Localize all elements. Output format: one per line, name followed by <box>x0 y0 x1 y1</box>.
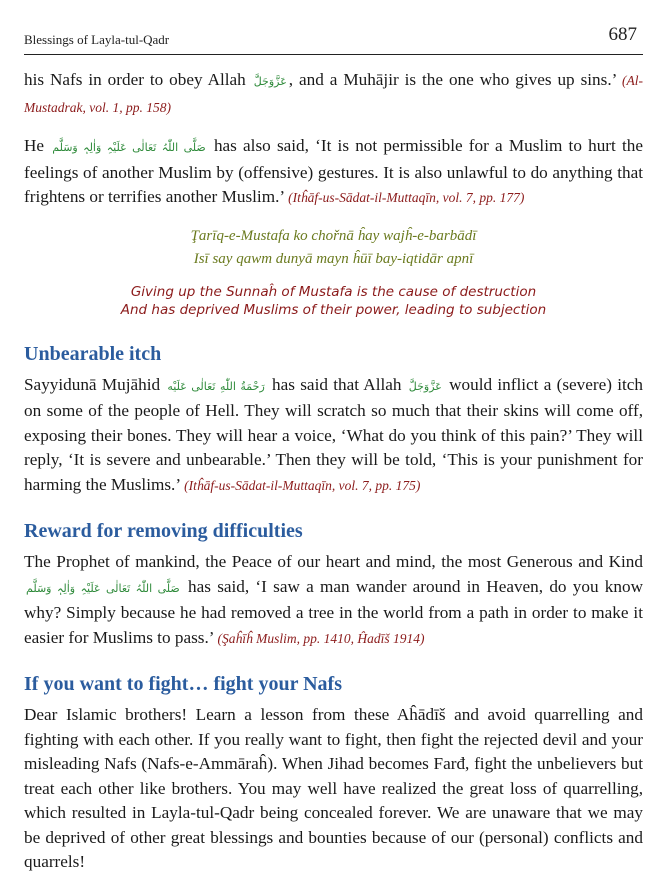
arabic-honorific: صَلَّی اللّٰہُ تَعَالٰی عَلَیْہِ وَاٰلِہٖ وَسَلَّم <box>52 141 206 154</box>
section-paragraph <box>24 550 643 651</box>
arabic-honorific: رَحْمَةُ اللّٰهِ تَعَالٰی عَلَيْه <box>167 379 265 393</box>
translation-line-1: Giving up the Sunnaĥ of Mustafa is the cause of destruction <box>130 283 537 300</box>
arabic-honorific: عَزَّوَجَلَّ <box>253 75 287 88</box>
section-unbearable-itch <box>24 341 643 499</box>
paragraph-text: The Prophet of mankind, the Peace of our heart and mind, the most Generous and Kind <box>24 552 643 571</box>
paragraph-text: , and a Muhājir is the one who gives up sins.’ <box>288 70 622 89</box>
reference-citation: (Şaĥīĥ Muslim, pp. 1410, Ĥadīš 1914) <box>217 630 425 646</box>
running-title: Blessings of Layla-tul-Qadr <box>24 32 170 47</box>
paragraph-text: He <box>24 136 51 155</box>
paragraph-1 <box>24 68 643 120</box>
paragraph-text: his Nafs in order to obey Allah <box>24 70 252 89</box>
paragraph-text: would inflict a (severe) itch on some of the people of Hell. They will scratch so much that their skins will come off, exposing their bones. They will hear a voice, ‘What do you think of this pain?’ They will reply, ‘It is severe and unbearable.’ Then they will be told, ‘This is your punishment for harming the Muslims.’ <box>24 374 644 494</box>
reference-citation: (Itĥāf-us-Sādat-il-Muttaqīn, vol. 7, pp. 177) <box>288 190 525 205</box>
section-paragraph <box>24 373 643 499</box>
paragraph-text: has said, ‘I saw a man wander around in Heaven, do you know why? Simply because he had removed a tree in the world from a path in order to make it easier for Muslims to pass.’ <box>24 576 643 647</box>
section-heading: If you want to fight… fight your Nafs <box>24 673 342 695</box>
section-heading: Unbearable itch <box>24 342 162 365</box>
section-fight-your-nafs <box>24 671 643 875</box>
arabic-honorific: صَلَّی اللّٰہُ تَعَالٰی عَلَیْہِ وَاٰلِہٖ وَسَلَّم <box>26 581 180 595</box>
verse-block <box>24 225 643 271</box>
paragraph-text: has also said, ‘It is not permissible for a Muslim to hurt the feelings of another Muslim by (offensive) gestures. It is also unlawful to do anything that frightens or terrifies another Muslim.’ <box>24 136 643 206</box>
paragraph-text: Sayyidunā Mujāhid <box>24 374 166 394</box>
reference-citation: (Al-Mustadrak, vol. 1, pp. 158) <box>24 73 643 115</box>
section-reward-removing-difficulties <box>24 518 643 651</box>
section-heading: Reward for removing difficulties <box>24 520 303 542</box>
page-number: 687 <box>608 24 637 45</box>
verse-line-1: Ţarīq-e-Mustafa ko chořnā ĥay wajĥ-e-barbādī <box>190 227 477 244</box>
reference-citation: (Itĥāf-us-Sādat-il-Muttaqīn, vol. 7, pp. 175) <box>184 477 421 493</box>
section-paragraph: Dear Islamic brothers! Learn a lesson from these Aĥādīš and avoid quarrelling and fighting with each other. If you really want to fight, then fight the rejected devil and your misleading Nafs (Nafs-e-Ammāraĥ). When Jihad becomes Farđ, fight the unbelievers but treat each other like brothers. You may well have realized the great loss of quarrelling, which resulted in Layla-tul-Qadr being concealed forever. We are unaware that we may be deprived of other great blessings and bounties because of our (personal) conflicts and quarrels! <box>24 705 643 871</box>
paragraph-text: has said that Allah <box>266 374 407 394</box>
page-body <box>24 68 643 895</box>
verse-line-2: Isī say qawm dunyā mayn ĥūī bay-iqtidār apnī <box>193 250 474 267</box>
paragraph-2 <box>24 134 643 211</box>
verse-translation <box>24 283 643 319</box>
translation-line-2: And has deprived Muslims of their power, leading to subjection <box>120 301 547 318</box>
arabic-honorific: عَزَّوَجَلَّ <box>408 379 442 393</box>
page-header <box>24 24 643 55</box>
